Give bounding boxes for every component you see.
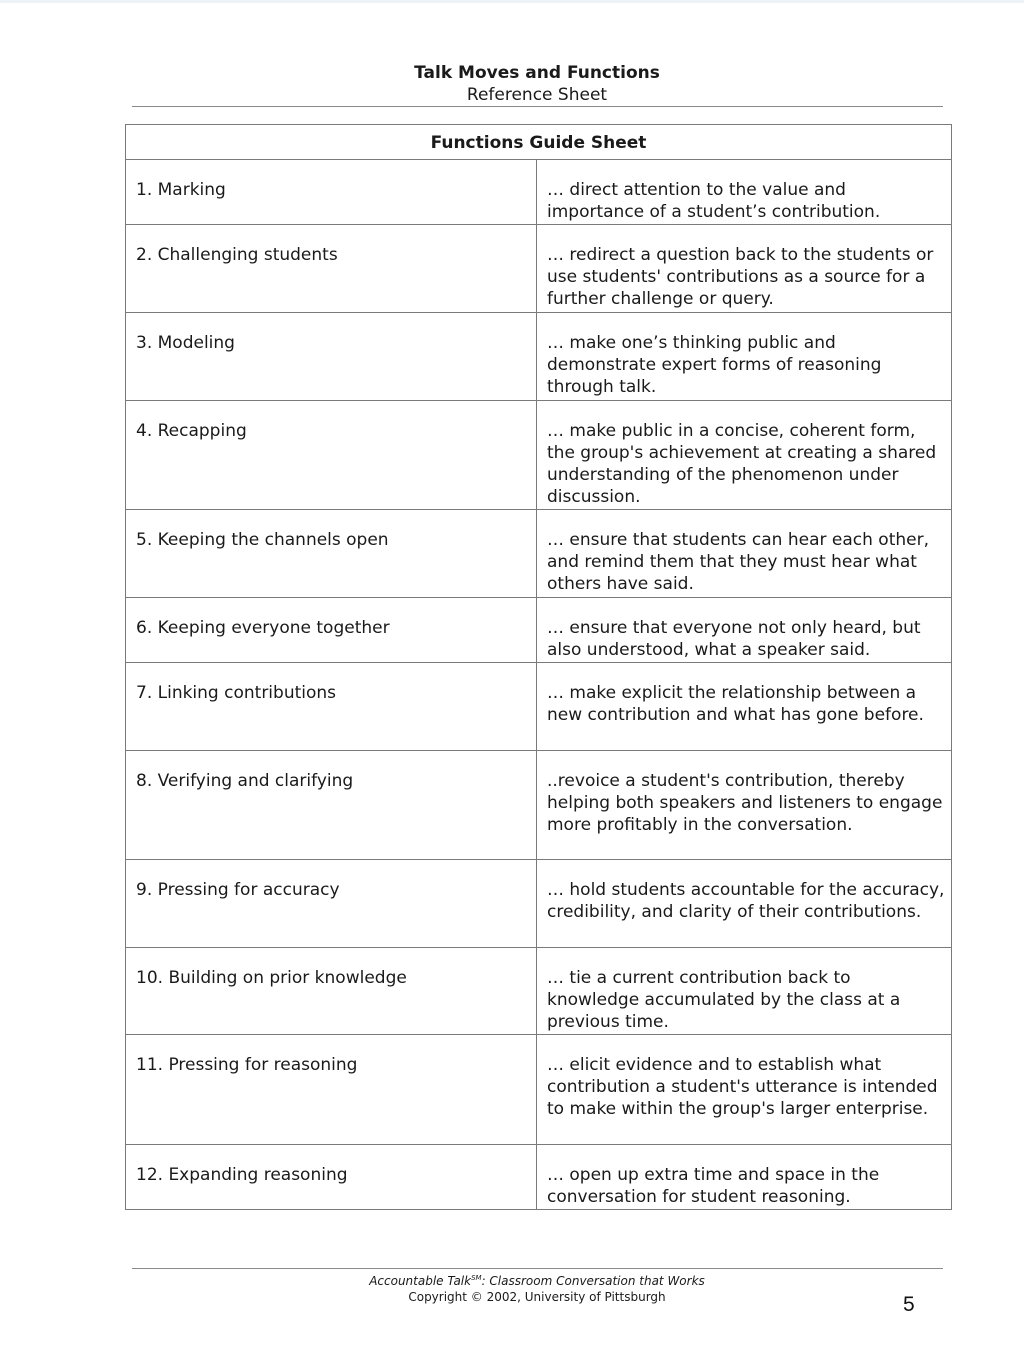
footer-tagline: : Classroom Conversation that Works [481, 1274, 705, 1288]
table-row [126, 160, 952, 225]
document-header [132, 62, 942, 106]
table-row [126, 948, 952, 1035]
footer-divider [132, 1268, 943, 1269]
talk-move-cell: 5. Keeping the channels open [126, 510, 537, 598]
table-row [126, 860, 952, 948]
top-edge-strip [0, 0, 1024, 3]
function-cell: … direct attention to the value and importance of a student’s contribution. [537, 160, 952, 225]
talk-move-cell: 2. Challenging students [126, 225, 537, 313]
footer-copyright: Copyright © 2002, University of Pittsburgh [408, 1290, 666, 1304]
table-heading: Functions Guide Sheet [126, 125, 952, 160]
function-cell: … tie a current contribution back to knowledge accumulated by the class at a previous time. [537, 948, 952, 1035]
table-row [126, 751, 952, 860]
table-row [126, 663, 952, 751]
table-row [126, 225, 952, 313]
document-footer [132, 1270, 942, 1305]
talk-move-cell: 11. Pressing for reasoning [126, 1035, 537, 1145]
function-cell: … redirect a question back to the students or use students' contributions as a source for a further challenge or query. [537, 225, 952, 313]
talk-move-cell: 12. Expanding reasoning [126, 1145, 537, 1210]
document-title: Talk Moves and Functions [414, 63, 660, 83]
talk-move-cell: 6. Keeping everyone together [126, 598, 537, 663]
function-cell: … make public in a concise, coherent form, the group's achievement at creating a shared understanding of the phenomenon under discussion. [537, 401, 952, 510]
header-divider [132, 106, 943, 107]
table-row [126, 510, 952, 598]
talk-move-cell: 7. Linking contributions [126, 663, 537, 751]
function-cell: … make explicit the relationship between a new contribution and what has gone before. [537, 663, 952, 751]
function-cell: ..revoice a student's contribution, thereby helping both speakers and listeners to engage more profitably in the conversation. [537, 751, 952, 860]
document-subtitle: Reference Sheet [466, 85, 608, 105]
function-cell: … make one’s thinking public and demonstrate expert forms of reasoning through talk. [537, 313, 952, 401]
footer-brand: Accountable Talk [369, 1274, 472, 1288]
page-number: 5 [903, 1293, 915, 1316]
function-cell: … ensure that students can hear each other, and remind them that they must hear what others have said. [537, 510, 952, 598]
footer-source [132, 1270, 942, 1289]
service-mark: SM [471, 1274, 482, 1282]
function-cell: … open up extra time and space in the conversation for student reasoning. [537, 1145, 952, 1210]
talk-move-cell: 3. Modeling [126, 313, 537, 401]
talk-move-cell: 10. Building on prior knowledge [126, 948, 537, 1035]
table-row [126, 1035, 952, 1145]
functions-guide-table [125, 124, 952, 1210]
function-cell: … ensure that everyone not only heard, but also understood, what a speaker said. [537, 598, 952, 663]
table-row [126, 401, 952, 510]
talk-move-cell: 1. Marking [126, 160, 537, 225]
talk-move-cell: 4. Recapping [126, 401, 537, 510]
talk-move-cell: 8. Verifying and clarifying [126, 751, 537, 860]
function-cell: … elicit evidence and to establish what contribution a student's utterance is intended to make within the group's larger enterprise. [537, 1035, 952, 1145]
talk-move-cell: 9. Pressing for accuracy [126, 860, 537, 948]
table-row [126, 1145, 952, 1210]
table-row [126, 313, 952, 401]
function-cell: … hold students accountable for the accuracy, credibility, and clarity of their contributions. [537, 860, 952, 948]
table-row [126, 598, 952, 663]
